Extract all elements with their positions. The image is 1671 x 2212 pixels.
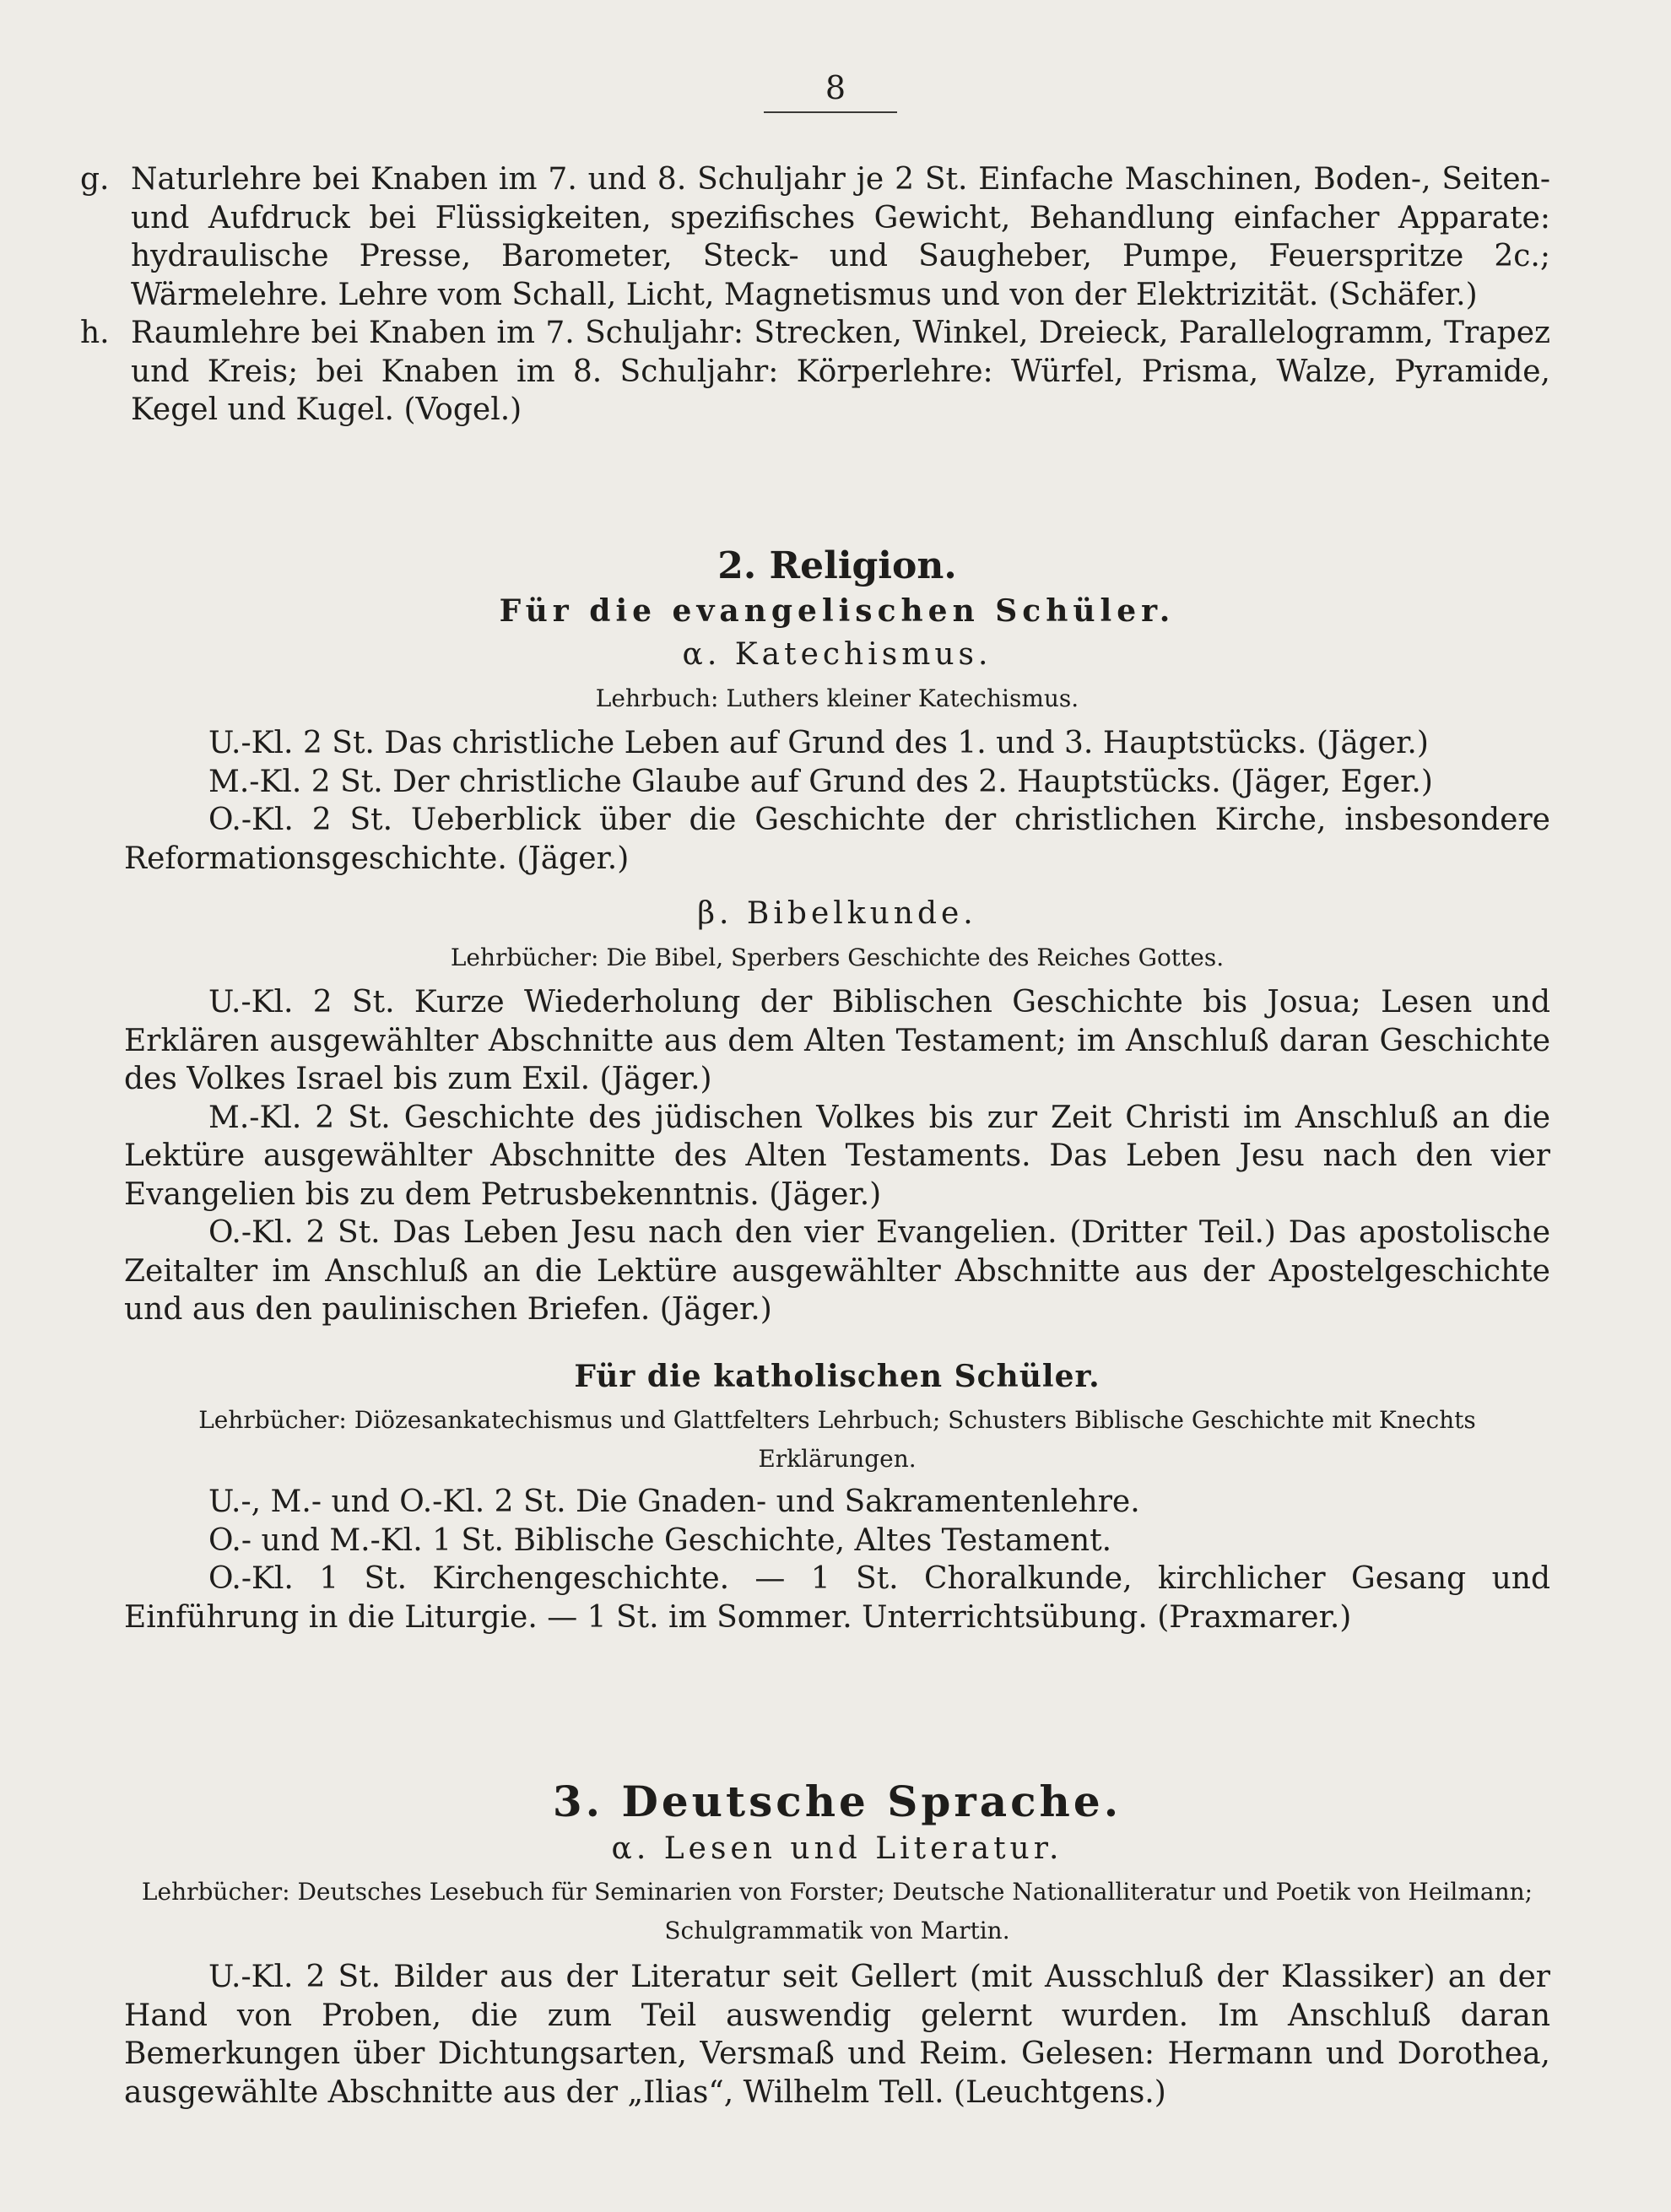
item-text: Raumlehre bei Knaben im 7. Schuljahr: Strecken, Winkel, Dreieck, Parallelogramm, Trapez und Kreis; bei Knaben im 8. Schuljahr: Körperlehre: Würfel, Prisma, Walze, Pyramide, Kegel und Kugel. (Vogel.) [131, 316, 1550, 427]
subheading: β. Bibelkunde. [697, 896, 977, 931]
subheading: α. Katechismus. [682, 637, 992, 672]
paragraph: U.-Kl. 2 St. Das christliche Leben auf Grund des 1. und 3. Hauptstücks. (Jäger.) [208, 726, 1429, 760]
section-heading: 3. Deutsche Sprache. [552, 1777, 1122, 1826]
subsection-heading: Für die katholischen Schüler. [574, 1358, 1100, 1394]
item-label: h. [80, 316, 110, 350]
page-number-rule [764, 111, 897, 113]
deutsch-section [124, 1777, 1550, 2112]
paragraph: M.-Kl. 2 St. Der christliche Glaube auf Grund des 2. Hauptstücks. (Jäger, Eger.) [208, 764, 1433, 799]
paragraph: M.-Kl. 2 St. Geschichte des jüdischen Volkes bis zur Zeit Christi im Anschluß an die Lektüre ausgewählter Abschnitte des Alten Testaments. Das Leben Jesu nach den vier Evangelien bis zu dem Petrusbekenntnis. (Jäger.) [124, 1100, 1550, 1212]
paragraph: U.-, M.- und O.-Kl. 2 St. Die Gnaden- und Sakramentenlehre. [208, 1485, 1140, 1519]
item-label: g. [80, 162, 110, 197]
list-item-g [80, 160, 1550, 314]
paragraph: U.-Kl. 2 St. Kurze Wiederholung der Biblischen Geschichte bis Josua; Lesen und Erklären ausgewählter Abschnitte aus dem Alten Testament; im Anschluß daran Geschichte des Volkes Israel bis zum Exil. (Jäger.) [124, 985, 1550, 1096]
paragraph: O.-Kl. 1 St. Kirchengeschichte. — 1 St. Choralkunde, kirchlicher Gesang und Einführung in die Liturgie. — 1 St. im Sommer. Unterrichtsübung. (Praxmarer.) [124, 1561, 1550, 1635]
textbook-note: Lehrbücher: Deutsches Lesebuch für Seminarien von Forster; Deutsche Nationalliteratur und Poetik von Heilmann; Schulgrammatik von Martin. [141, 1878, 1533, 1944]
page-number: 8 [825, 69, 846, 106]
religion-section [124, 544, 1550, 1636]
subheading: α. Lesen und Literatur. [611, 1831, 1063, 1866]
paragraph: U.-Kl. 2 St. Bilder aus der Literatur seit Gellert (mit Ausschluß der Klassiker) an der Hand von Proben, die zum Teil auswendig gelernt wurden. Im Anschluß daran Bemerkungen über Dichtungsarten, Versmaß und Reim. Gelesen: Hermann und Dorothea, ausgewählte Abschnitte aus der „Ilias“, Wilhelm Tell. (Leuchtgens.) [124, 1960, 1550, 2110]
textbook-note: Lehrbuch: Luthers kleiner Katechismus. [595, 684, 1079, 712]
paragraph: O.-Kl. 2 St. Ueberblick über die Geschichte der christlichen Kirche, insbesondere Reformationsgeschichte. (Jäger.) [124, 803, 1550, 876]
section-heading: 2. Religion. [717, 544, 957, 587]
paragraph: O.- und M.-Kl. 1 St. Biblische Geschichte, Altes Testament. [208, 1522, 1112, 1558]
textbook-note: Lehrbücher: Die Bibel, Sperbers Geschichte des Reiches Gottes. [450, 943, 1225, 971]
list-item-h [80, 314, 1550, 430]
subsection-heading: Für die evangelischen Schüler. [499, 592, 1176, 629]
intro-section [80, 160, 1550, 430]
paragraph: O.-Kl. 2 St. Das Leben Jesu nach den vier Evangelien. (Dritter Teil.) Das apostolische Zeitalter im Anschluß an die Lektüre ausgewählter Abschnitte aus der Apostelgeschichte und aus den paulinischen Briefen. (Jäger.) [124, 1215, 1550, 1327]
textbook-note: Lehrbücher: Diözesankatechismus und Glattfelters Lehrbuch; Schusters Biblische Geschichte mit Knechts Erklärungen. [198, 1406, 1476, 1473]
item-text: Naturlehre bei Knaben im 7. und 8. Schuljahr je 2 St. Einfache Maschinen, Boden-, Seiten- und Aufdruck bei Flüssigkeiten, spezifisches Gewicht, Behandlung einfacher Apparate: hydraulische Presse, Barometer, Steck- und Saugheber, Pumpe, Feuerspritze 2c.; Wärmelehre. Lehre vom Schall, Licht, Magnetismus und von der Elektrizität. (Schäfer.) [131, 162, 1550, 312]
